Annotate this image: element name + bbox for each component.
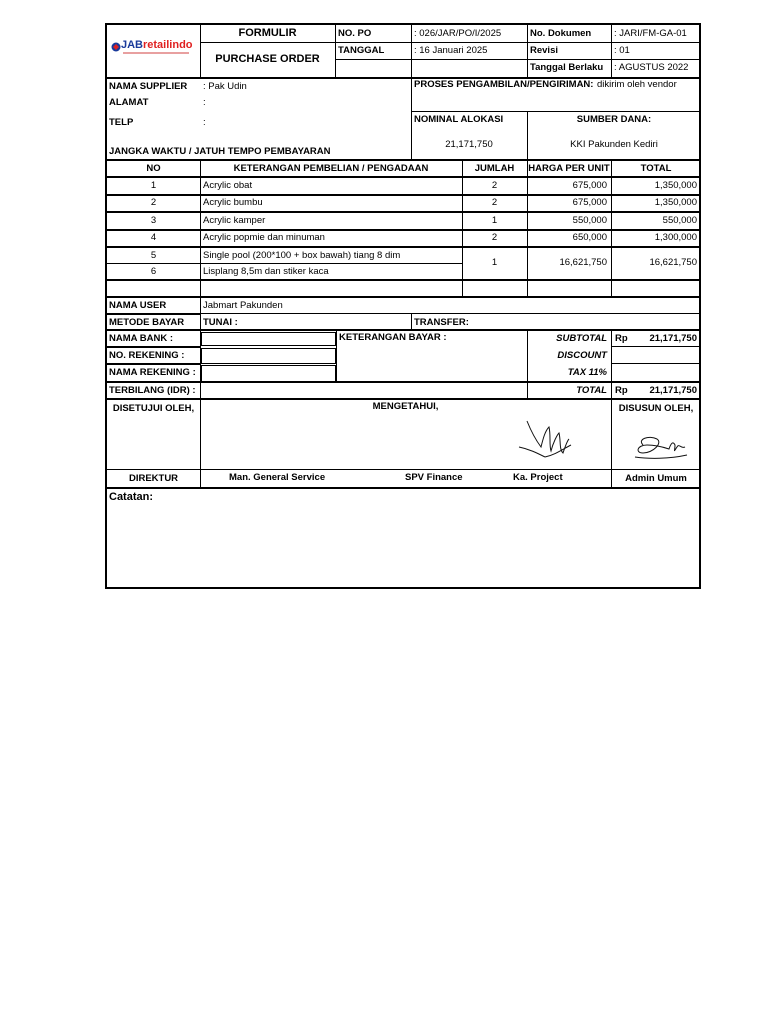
- no-po-label: NO. PO: [338, 28, 372, 39]
- formulir-title: FORMULIR: [238, 27, 297, 39]
- sumber-dana-label: SUMBER DANA:: [576, 114, 652, 125]
- spv-finance-label: SPV Finance: [405, 472, 463, 483]
- tunai-label: TUNAI :: [203, 317, 238, 328]
- mengetahui-label: MENGETAHUI,: [372, 401, 439, 412]
- row-desc: Acrylic popmie dan minuman: [203, 232, 325, 243]
- no-dokumen-label: No. Dokumen: [530, 28, 592, 39]
- subtotal-label: SUBTOTAL: [556, 333, 607, 344]
- nama-rekening-field[interactable]: [201, 365, 336, 382]
- catatan-area[interactable]: [109, 505, 697, 585]
- keterangan-bayar-label: KETERANGAN BAYAR :: [339, 332, 447, 343]
- disetujui-label: DISETUJUI OLEH,: [112, 403, 195, 414]
- logo-text-prefix: JAB: [121, 39, 144, 51]
- logo-mark-icon: [111, 42, 121, 52]
- total-value: 21,171,750: [649, 385, 697, 396]
- nama-bank-field[interactable]: [201, 332, 336, 346]
- sumber-dana-value: KKI Pakunden Kediri: [570, 139, 658, 150]
- metode-bayar-label: METODE BAYAR: [109, 317, 185, 328]
- transfer-label: TRANSFER:: [414, 317, 469, 328]
- tanggal-berlaku-value: : AGUSTUS 2022: [614, 62, 689, 73]
- terbilang-label: TERBILANG (IDR) :: [109, 385, 196, 396]
- row-total: 1,350,000: [654, 197, 697, 208]
- nominal-alokasi-value: 21,171,750: [445, 139, 493, 150]
- direktur-label: DIREKTUR: [128, 473, 179, 484]
- purchase-order-title: PURCHASE ORDER: [215, 53, 320, 65]
- nama-supplier-label: NAMA SUPPLIER: [109, 81, 188, 92]
- subtotal-value: 21,171,750: [649, 333, 697, 344]
- nama-rekening-label: NAMA REKENING :: [109, 367, 196, 378]
- man-general-service-label: Man. General Service: [229, 472, 326, 483]
- telp-value: :: [203, 117, 206, 128]
- tanggal-value: : 16 Januari 2025: [414, 45, 488, 56]
- row-qty: 2: [491, 180, 498, 191]
- row-price: 550,000: [572, 215, 607, 226]
- discount-label: DISCOUNT: [557, 350, 607, 361]
- row-qty: 1: [491, 215, 498, 226]
- alamat-label: ALAMAT: [109, 97, 149, 108]
- col-header-harga: HARGA PER UNIT: [528, 163, 610, 174]
- row-price: 675,000: [572, 180, 607, 191]
- row-price: 16,621,750: [559, 257, 607, 268]
- nama-supplier-value: : Pak Udin: [203, 81, 247, 92]
- logo-tagline: [123, 52, 189, 54]
- row-desc: Lisplang 8,5m dan stiker kaca: [203, 266, 329, 277]
- no-po-value: : 026/JAR/PO/I/2025: [414, 28, 502, 39]
- row-total: 1,300,000: [654, 232, 697, 243]
- row-qty: 2: [491, 197, 498, 208]
- row-no: 1: [150, 180, 157, 191]
- nominal-alokasi-label: NOMINAL ALOKASI: [414, 114, 504, 125]
- row-price: 675,000: [572, 197, 607, 208]
- nama-user-value: Jabmart Pakunden: [203, 300, 283, 311]
- tax-label: TAX 11%: [567, 367, 607, 378]
- jangka-waktu-label: JANGKA WAKTU / JATUH TEMPO PEMBAYARAN: [109, 146, 331, 157]
- admin-umum-label: Admin Umum: [625, 473, 687, 484]
- row-total: 550,000: [662, 215, 697, 226]
- nama-bank-label: NAMA BANK :: [109, 333, 174, 344]
- revisi-value: : 01: [614, 45, 630, 56]
- row-no: 2: [150, 197, 157, 208]
- proses-label: PROSES PENGAMBILAN/PENGIRIMAN:: [414, 79, 594, 90]
- company-logo: [111, 39, 199, 61]
- row-desc: Acrylic bumbu: [203, 197, 263, 208]
- proses-value: dikirim oleh vendor: [597, 79, 677, 90]
- signature-disusun: [629, 433, 689, 463]
- purchase-order-form: [105, 23, 701, 589]
- row-qty: 1: [491, 257, 498, 268]
- no-rekening-label: NO. REKENING :: [109, 350, 185, 361]
- row-no: 3: [150, 215, 157, 226]
- tanggal-label: TANGGAL: [338, 45, 385, 56]
- telp-label: TELP: [109, 117, 134, 128]
- tanggal-berlaku-label: Tanggal Berlaku: [530, 62, 604, 73]
- terbilang-field[interactable]: [201, 383, 527, 398]
- row-desc: Acrylic kamper: [203, 215, 266, 226]
- signature-mengetahui: [515, 417, 575, 459]
- col-header-keterangan: KETERANGAN PEMBELIAN / PENGADAAN: [233, 163, 429, 174]
- disusun-label: DISUSUN OLEH,: [618, 403, 694, 414]
- ka-project-label: Ka. Project: [513, 472, 563, 483]
- no-rekening-field[interactable]: [201, 348, 336, 364]
- row-price: 650,000: [572, 232, 607, 243]
- row-no: 6: [150, 266, 157, 277]
- total-label: TOTAL: [576, 385, 607, 396]
- revisi-label: Revisi: [530, 45, 558, 56]
- col-header-no: NO: [146, 163, 161, 174]
- total-currency: Rp: [615, 385, 628, 396]
- keterangan-bayar-field[interactable]: [337, 347, 527, 382]
- row-total: 1,350,000: [654, 180, 697, 191]
- row-desc: Single pool (200*100 + box bawah) tiang 8 dim: [203, 250, 401, 261]
- row-no: 5: [150, 250, 157, 261]
- col-header-jumlah: JUMLAH: [474, 163, 515, 174]
- row-qty: 2: [491, 232, 498, 243]
- subtotal-currency: Rp: [615, 333, 628, 344]
- col-header-total: TOTAL: [640, 163, 672, 174]
- nama-user-label: NAMA USER: [109, 300, 167, 311]
- row-no: 4: [150, 232, 157, 243]
- row-total: 16,621,750: [649, 257, 697, 268]
- no-dokumen-value: : JARI/FM-GA-01: [614, 28, 687, 39]
- alamat-value: :: [203, 97, 206, 108]
- row-desc: Acrylic obat: [203, 180, 253, 191]
- logo-text-suffix: retailindo: [143, 39, 193, 51]
- catatan-label: Catatan:: [109, 491, 154, 503]
